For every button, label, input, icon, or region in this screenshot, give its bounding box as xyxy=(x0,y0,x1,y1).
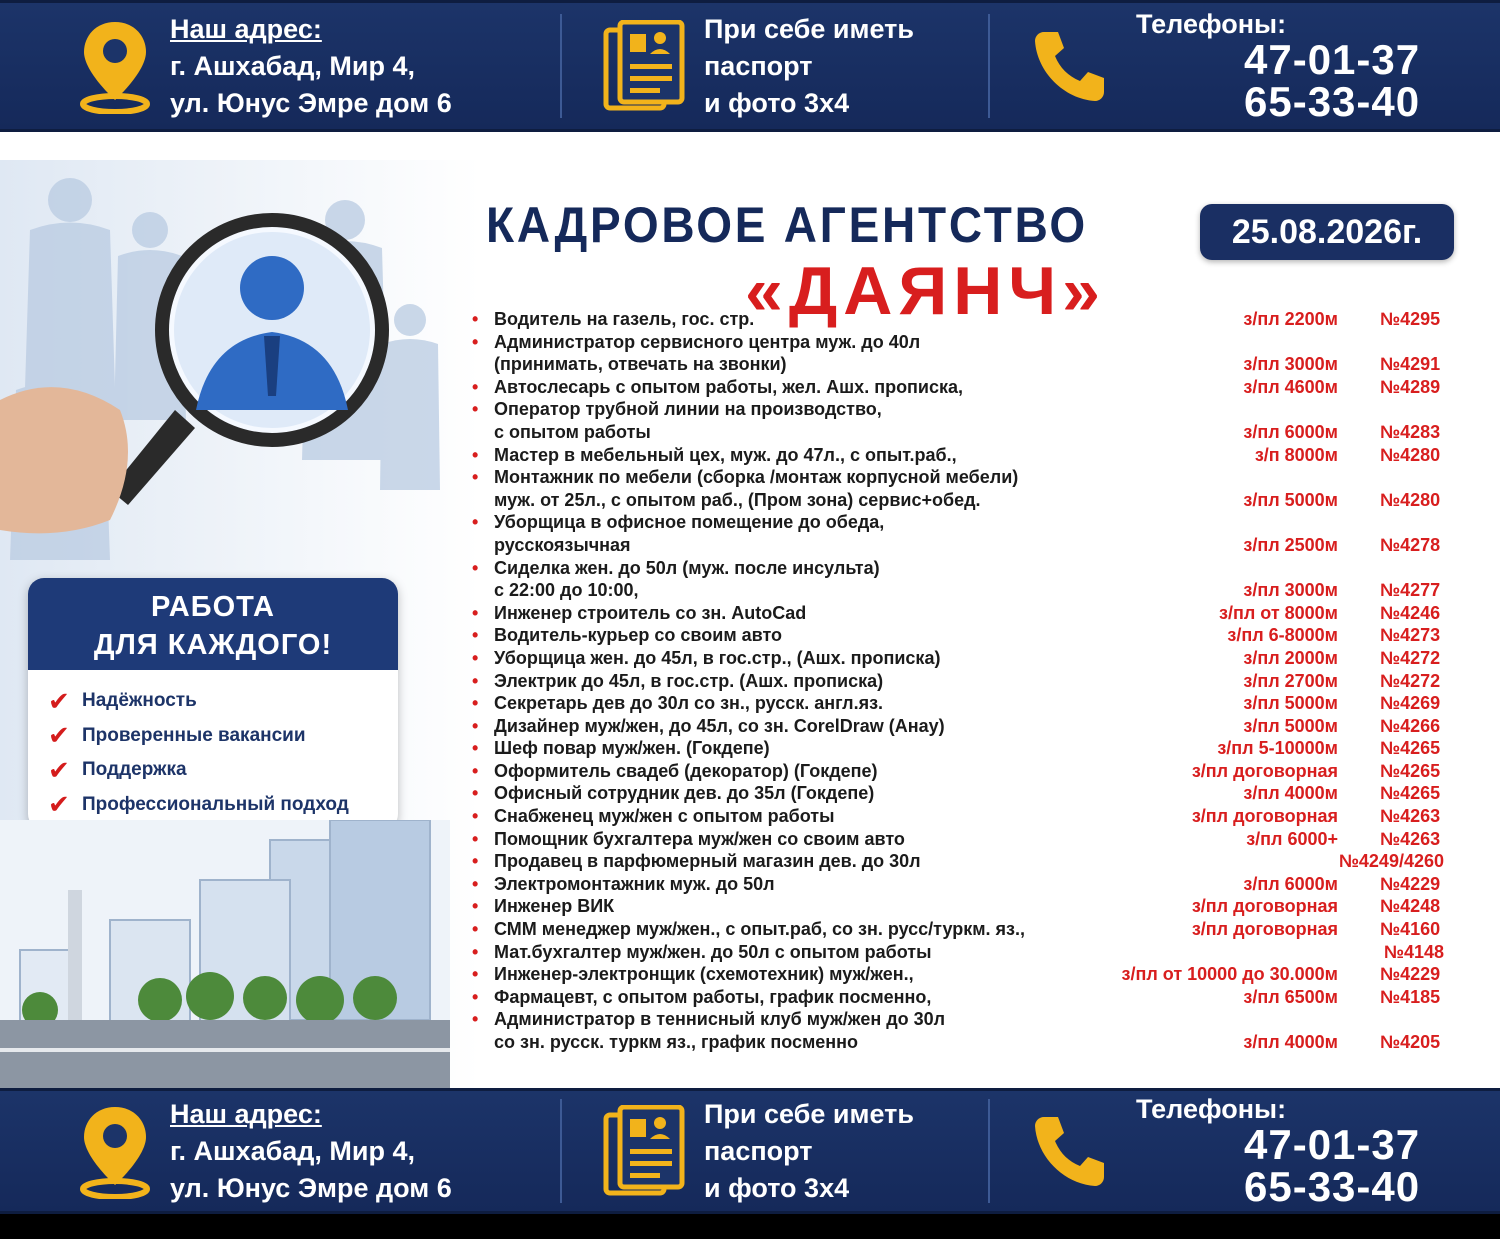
vacancy-row xyxy=(470,715,1470,738)
vacancy-row xyxy=(470,873,1470,896)
vacancy-row xyxy=(470,308,1470,331)
vacancy-number: №4272 xyxy=(1380,647,1441,668)
location-pin-icon xyxy=(78,18,152,114)
vacancy-row xyxy=(470,828,1470,851)
vacancy-salary: з/пл 6500м xyxy=(1243,986,1338,1007)
documents-section xyxy=(560,14,990,118)
vacancy-salary: з/пл 3000м xyxy=(1243,354,1338,375)
phones-section xyxy=(990,3,1500,129)
vacancy-number: №4248 xyxy=(1380,896,1441,917)
vacancy-number: №4280 xyxy=(1380,444,1441,465)
vacancy-row xyxy=(470,647,1470,670)
vacancy-number: №4280 xyxy=(1380,489,1441,510)
benefits-list xyxy=(28,670,398,822)
vacancy-description: Водитель на газель, гос. стр. xyxy=(494,309,755,329)
location-pin-icon xyxy=(78,1103,152,1199)
agency-brand-name: «ДАЯНЧ» xyxy=(745,253,1106,329)
bullet-icon: • xyxy=(472,647,479,668)
vacancy-description: СММ менеджер муж/жен., с опыт.раб, со зн. русс/туркм. яз., xyxy=(494,919,1025,940)
vacancy-description: Уборщица в офисное помещение до обеда, русскоязычная xyxy=(494,512,885,555)
vacancy-salary: з/пл 5-10000м xyxy=(1217,738,1338,759)
bullet-icon: • xyxy=(472,693,479,714)
bullet-icon: • xyxy=(472,444,479,465)
vacancy-number: №4246 xyxy=(1380,602,1441,623)
documents-line1: При себе иметь xyxy=(704,13,914,44)
vacancy-description: Администратор сервисного центра муж. до 40л (принимать, отвечать на звонки) xyxy=(494,331,921,375)
work-box-heading xyxy=(28,578,398,670)
vacancy-number: №4266 xyxy=(1380,715,1441,736)
vacancy-salary: з/пл договорная xyxy=(1191,919,1338,940)
agency-title: КАДРОВОЕ АГЕНТСТВО xyxy=(486,197,1088,253)
vacancy-description: Монтажник по мебели (сборка /монтаж корпусной мебели) муж. от 25л., с опытом раб., (Пром зона) сервис+обед. xyxy=(494,467,1019,510)
bullet-icon: • xyxy=(472,964,479,985)
vacancy-salary: з/пл договорная xyxy=(1191,760,1338,781)
vacancy-number: №4229 xyxy=(1380,873,1441,894)
vacancy-row xyxy=(470,737,1470,760)
documents-line1: При себе иметь xyxy=(704,1098,914,1129)
bullet-icon: • xyxy=(472,557,479,578)
address-text xyxy=(170,1096,452,1207)
work-heading-line2: ДЛЯ КАЖДОГО! xyxy=(93,629,333,661)
vacancy-salary: з/пл 6000м xyxy=(1243,421,1338,442)
vacancy-description: Продавец в парфюмерный магазин дев. до 30л xyxy=(494,851,921,872)
address-text xyxy=(170,11,452,122)
id-document-icon xyxy=(602,1105,686,1197)
phone-handset-icon xyxy=(1030,26,1110,106)
bottom-info-bar xyxy=(0,1088,1500,1214)
vacancy-description: Электромонтажник муж. до 50л xyxy=(494,873,775,894)
benefit-item xyxy=(48,719,398,754)
bullet-icon: • xyxy=(472,738,479,759)
vacancy-salary: з/пл договорная xyxy=(1191,896,1338,917)
benefit-label: Поддержка xyxy=(82,759,187,781)
documents-line2: паспорт xyxy=(704,50,813,81)
vacancy-description: Оператор трубной линии на производство, с опытом работы xyxy=(494,399,882,442)
vacancy-salary: з/пл 5000м xyxy=(1243,489,1338,510)
vacancy-salary: з/пл 4600м xyxy=(1243,376,1338,397)
vacancy-salary: з/пл 4000м xyxy=(1243,1032,1338,1052)
vacancy-list xyxy=(470,308,1470,1054)
vacancy-number: №4291 xyxy=(1380,354,1441,375)
bullet-icon: • xyxy=(472,806,479,827)
vacancy-description: Оформитель свадеб (декоратор) (Гокдепе) xyxy=(494,760,878,781)
check-mark-icon: ✔ xyxy=(48,685,70,716)
vacancy-description: Сиделка жен. до 50л (муж. после инсульта) с 22:00 до 10:00, xyxy=(494,557,880,601)
bullet-icon: • xyxy=(472,399,479,420)
bullet-icon: • xyxy=(472,331,479,352)
bullet-icon: • xyxy=(472,1009,479,1030)
vacancy-row xyxy=(470,692,1470,715)
vacancy-description: Мат.бухгалтер муж/жен. до 50л с опытом работы xyxy=(494,941,932,962)
vacancy-number: №4289 xyxy=(1380,376,1441,397)
phones-label: Телефоны: xyxy=(1136,1094,1287,1124)
vacancy-salary: з/пл 2700м xyxy=(1243,670,1338,691)
benefit-item xyxy=(48,684,398,719)
vacancy-number: №4263 xyxy=(1380,828,1441,849)
vacancy-number: №4265 xyxy=(1380,760,1441,781)
address-line2: ул. Юнус Эмре дом 6 xyxy=(170,1172,452,1203)
bullet-icon: • xyxy=(472,783,479,804)
bullet-icon: • xyxy=(472,715,479,736)
bullet-icon: • xyxy=(472,919,479,940)
vacancy-row xyxy=(470,941,1470,964)
vacancy-number: №4229 xyxy=(1380,964,1441,985)
vacancy-number: №4148 xyxy=(1383,941,1444,962)
business-people-illustration xyxy=(0,160,440,580)
vacancy-number: №4185 xyxy=(1380,986,1441,1007)
phone-handset-icon xyxy=(1030,1111,1110,1191)
phone-number-2[interactable]: 65-33-40 xyxy=(1244,78,1421,125)
phone-number-1[interactable]: 47-01-37 xyxy=(1244,1121,1421,1168)
address-label: Наш адрес: xyxy=(170,13,322,44)
vacancy-row xyxy=(470,466,1470,511)
vacancy-description: Шеф повар муж/жен. (Гокдепе) xyxy=(494,738,770,759)
documents-line2: паспорт xyxy=(704,1135,813,1166)
vacancy-description: Инженер-электронщик (схемотехник) муж/жен., xyxy=(494,964,914,985)
vacancy-description: Секретарь дев до 30л со зн., русск. англ.яз. xyxy=(494,693,884,714)
address-line2: ул. Юнус Эмре дом 6 xyxy=(170,87,452,118)
bullet-icon: • xyxy=(472,873,479,894)
vacancy-number: №4160 xyxy=(1380,919,1441,940)
vacancy-salary: з/пл 2200м xyxy=(1243,309,1338,329)
vacancy-row xyxy=(470,1008,1470,1053)
benefit-item xyxy=(48,753,398,788)
vacancy-salary: з/пл 2500м xyxy=(1243,534,1338,555)
vacancy-description: Офисный сотрудник дев. до 35л (Гокдепе) xyxy=(494,783,875,804)
vacancy-number: №4295 xyxy=(1380,309,1441,329)
vacancy-number: №4263 xyxy=(1380,806,1441,827)
vacancy-description: Снабженец муж/жен с опытом работы xyxy=(494,806,835,827)
bullet-icon: • xyxy=(472,851,479,872)
phone-numbers xyxy=(1136,1094,1420,1208)
benefit-label: Проверенные вакансии xyxy=(82,724,306,746)
vacancy-description: Дизайнер муж/жен, до 45л, со зн. CorelDraw (Анау) xyxy=(494,715,945,736)
address-section xyxy=(0,3,560,129)
address-line1: г. Ашхабад, Мир 4, xyxy=(170,1135,416,1166)
vacancy-row xyxy=(470,602,1470,625)
vacancy-row xyxy=(470,670,1470,693)
vacancy-salary: з/п 8000м xyxy=(1254,444,1338,465)
documents-line3: и фото 3х4 xyxy=(704,1172,850,1203)
vacancy-row xyxy=(470,963,1470,986)
documents-section xyxy=(560,1099,990,1203)
address-section xyxy=(0,1091,560,1211)
vacancy-number: №4269 xyxy=(1380,693,1441,714)
address-line1: г. Ашхабад, Мир 4, xyxy=(170,50,416,81)
vacancy-row xyxy=(470,557,1470,602)
bullet-icon: • xyxy=(472,512,479,533)
bullet-icon: • xyxy=(472,602,479,623)
documents-text xyxy=(704,1096,914,1207)
phone-number-1[interactable]: 47-01-37 xyxy=(1244,36,1421,83)
bullet-icon: • xyxy=(472,760,479,781)
bullet-icon: • xyxy=(472,670,479,691)
check-mark-icon: ✔ xyxy=(48,789,70,820)
vacancy-row xyxy=(470,511,1470,556)
vacancy-number: №4273 xyxy=(1380,625,1441,646)
main-poster xyxy=(0,160,1500,1088)
benefit-item xyxy=(48,788,398,823)
vacancy-number: №4283 xyxy=(1380,421,1441,442)
vacancy-row xyxy=(470,331,1470,376)
vacancy-salary: з/пл 6-8000м xyxy=(1227,625,1338,646)
bullet-icon: • xyxy=(472,376,479,397)
benefit-label: Надёжность xyxy=(82,690,197,712)
vacancy-salary: з/пл 5000м xyxy=(1243,715,1338,736)
vacancy-number: №4249/4260 xyxy=(1338,851,1444,872)
date-badge: 25.08.2026г. xyxy=(1200,204,1454,260)
phones-label: Телефоны: xyxy=(1136,9,1287,39)
check-mark-icon: ✔ xyxy=(48,720,70,751)
vacancy-number: №4272 xyxy=(1380,670,1441,691)
bullet-icon: • xyxy=(472,986,479,1007)
city-buildings-illustration xyxy=(0,820,450,1088)
vacancy-salary: з/пл договорная xyxy=(1191,806,1338,827)
bullet-icon: • xyxy=(472,625,479,646)
vacancy-description: Инженер ВИК xyxy=(494,896,615,917)
bottom-black-strip xyxy=(0,1214,1500,1239)
vacancy-row xyxy=(470,805,1470,828)
documents-line3: и фото 3х4 xyxy=(704,87,850,118)
vacancy-number: №4278 xyxy=(1380,534,1441,555)
bullet-icon: • xyxy=(472,828,479,849)
vacancy-number: №4265 xyxy=(1380,738,1441,759)
white-gap xyxy=(0,132,1500,160)
vacancy-row xyxy=(470,760,1470,783)
vacancy-salary: з/пл 6000м xyxy=(1243,873,1338,894)
vacancy-number: №4277 xyxy=(1380,580,1441,601)
vacancy-description: Помощник бухгалтера муж/жен со своим авто xyxy=(494,828,905,849)
bullet-icon: • xyxy=(472,309,479,329)
vacancy-description: Электрик до 45л, в гос.стр. (Ашх. прописка) xyxy=(494,670,884,691)
vacancy-salary: з/пл 5000м xyxy=(1243,693,1338,714)
benefit-label: Профессиональный подход xyxy=(82,793,349,815)
bullet-icon: • xyxy=(472,941,479,962)
top-info-bar xyxy=(0,0,1500,132)
vacancy-row xyxy=(470,895,1470,918)
vacancy-description: Водитель-курьер со своим авто xyxy=(494,625,783,646)
vacancy-row xyxy=(470,850,1470,873)
bullet-icon: • xyxy=(472,896,479,917)
vacancy-row xyxy=(470,444,1470,467)
vacancy-salary: з/пл от 10000 до 30.000м xyxy=(1121,964,1338,985)
documents-text xyxy=(704,11,914,122)
vacancy-salary: з/пл 2000м xyxy=(1243,647,1338,668)
vacancy-description: Уборщица жен. до 45л, в гос.стр., (Ашх. прописка) xyxy=(494,647,941,668)
vacancy-salary: з/пл 4000м xyxy=(1243,783,1338,804)
vacancy-salary: з/пл 6000+ xyxy=(1246,828,1338,849)
work-for-everyone-box xyxy=(28,578,398,830)
vacancy-row xyxy=(470,624,1470,647)
vacancy-row xyxy=(470,398,1470,443)
id-document-icon xyxy=(602,20,686,112)
address-label: Наш адрес: xyxy=(170,1098,322,1129)
phone-numbers xyxy=(1136,9,1420,123)
vacancy-description: Администратор в теннисный клуб муж/жен до 30л со зн. русск. туркм яз., график посменно xyxy=(494,1009,946,1052)
vacancy-row xyxy=(470,376,1470,399)
vacancy-description: Мастер в мебельный цех, муж. до 47л., с опыт.раб., xyxy=(494,444,957,465)
check-mark-icon: ✔ xyxy=(48,754,70,785)
vacancy-description: Фармацевт, с опытом работы, график посменно, xyxy=(494,986,932,1007)
bullet-icon: • xyxy=(472,467,479,488)
vacancy-number: №4265 xyxy=(1380,783,1441,804)
vacancy-number: №4205 xyxy=(1380,1032,1441,1052)
phones-section xyxy=(990,1091,1500,1211)
vacancy-description: Инженер строитель со зн. AutoCad xyxy=(494,602,807,623)
work-heading-line1: РАБОТА xyxy=(151,591,275,623)
vacancy-salary: з/пл 3000м xyxy=(1243,580,1338,601)
vacancy-salary: з/пл от 8000м xyxy=(1219,602,1338,623)
vacancy-row xyxy=(470,986,1470,1009)
vacancy-row xyxy=(470,782,1470,805)
phone-number-2[interactable]: 65-33-40 xyxy=(1244,1163,1421,1210)
vacancy-description: Автослесарь с опытом работы, жел. Ашх. прописка, xyxy=(494,376,964,397)
vacancy-row xyxy=(470,918,1470,941)
